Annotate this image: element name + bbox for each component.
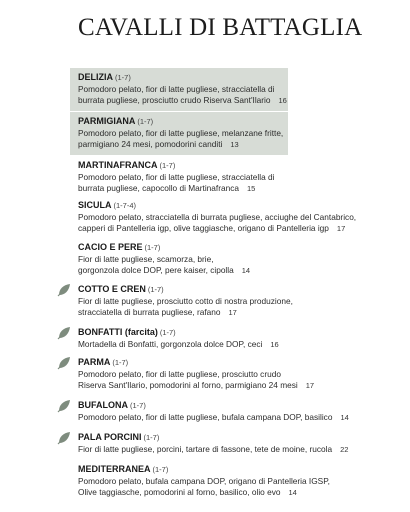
item-price: 14 (340, 413, 349, 422)
item-description: capperi di Pantelleria igp, olive taggiasche, origano di Pantelleria igp (78, 223, 329, 234)
menu-item-sicula (70, 196, 357, 239)
item-allergens: (1-7) (159, 161, 176, 170)
item-name: CACIO E PERE (78, 242, 143, 252)
item-description: Pomodoro pelato, stracciatella di burrata pugliese, acciughe del Cantabrico, (78, 212, 357, 222)
leaf-icon (56, 325, 72, 341)
menu-item-delizia (70, 68, 288, 111)
item-description: burrata pugliese, capocollo di Martinafranca (78, 183, 239, 194)
item-description: burrata pugliese, prosciutto crudo Riserva Sant'Ilario (78, 95, 271, 106)
item-name: PALA PORCINI (78, 432, 142, 442)
leaf-icon (56, 398, 72, 414)
menu-title: CAVALLI DI BATTAGLIA (78, 14, 363, 41)
item-allergens: (1-7) (159, 328, 176, 337)
menu-item-mediterranea (70, 460, 330, 503)
item-description: parmigiano 24 mesi, pomodorini canditi (78, 139, 223, 150)
item-allergens: (1-7) (130, 401, 146, 410)
item-name: MEDITERRANEA (78, 464, 151, 474)
item-description: stracciatella di burrata pugliese, rafano (78, 307, 221, 318)
item-name: SICULA (78, 200, 112, 210)
item-description: Pomodoro pelato, fior di latte pugliese, stracciatella di (78, 84, 275, 94)
item-description: Pomodoro pelato, fior di latte pugliese, prosciutto crudo (78, 369, 281, 379)
item-description: Pomodoro pelato, fior di latte pugliese, bufala campana DOP, basilico (78, 412, 333, 422)
menu-item-bufalona (70, 396, 349, 427)
leaf-icon (56, 282, 72, 298)
item-description: Pomodoro pelato, bufala campana DOP, origano di Pantelleria IGSP, (78, 476, 330, 486)
item-name: BUFALONA (78, 400, 128, 410)
item-description: Fior di latte pugliese, scamorza, brie, (78, 254, 214, 264)
item-name: PARMIGIANA (78, 116, 136, 126)
item-price: 22 (340, 445, 349, 454)
item-description: Pomodoro pelato, fior di latte pugliese, stracciatella di (78, 172, 275, 182)
menu-item-cacio-e-pere (70, 238, 288, 281)
item-price: 17 (228, 308, 237, 318)
item-allergens: (1-7) (112, 358, 129, 367)
item-allergens: (1-7) (143, 433, 160, 442)
item-price: 17 (305, 381, 315, 391)
item-price: 16 (270, 340, 279, 349)
item-description: Fior di latte pugliese, porcini, tartare di fassone, tete de moine, rucola (78, 444, 333, 454)
item-description: gorgonzola dolce DOP, pere kaiser, cipolla (78, 265, 234, 276)
item-description: Mortadella di Bonfatti, gorgonzola dolce DOP, ceci (78, 339, 263, 349)
item-price: 14 (241, 266, 251, 276)
item-name: COTTO E CREN (78, 284, 146, 294)
menu-item-pala-porcini (70, 428, 349, 459)
item-price: 14 (288, 488, 297, 498)
item-price: 16 (278, 96, 287, 106)
item-allergens: (1-7) (147, 285, 164, 294)
menu-item-cotto-e-cren (70, 280, 293, 323)
menu-item-parma (70, 353, 315, 396)
menu-item-parmigiana (70, 112, 288, 155)
item-allergens: (1-7-4) (113, 201, 137, 210)
item-description: Fior di latte pugliese, prosciutto cotto di nostra produzione, (78, 296, 293, 306)
menu-item-martinafranca (70, 156, 288, 199)
item-description: Olive taggiasche, pomodorini al forno, basilico, olio evo (78, 487, 281, 498)
item-name: DELIZIA (78, 72, 113, 82)
item-description: Pomodoro pelato, fior di latte pugliese, melanzane fritte, (78, 128, 284, 138)
item-name: PARMA (78, 357, 111, 367)
item-price: 15 (246, 184, 256, 194)
item-price: 13 (230, 140, 239, 150)
item-allergens: (1-7) (144, 243, 161, 252)
item-allergens: (1-7) (137, 117, 154, 126)
leaf-icon (56, 355, 72, 371)
item-allergens: (1-7) (115, 73, 131, 82)
menu-item-bonfatti (70, 323, 288, 354)
item-allergens: (1-7) (152, 465, 169, 474)
item-name: BONFATTI (farcita) (78, 327, 158, 337)
item-name: MARTINAFRANCA (78, 160, 158, 170)
leaf-icon (56, 430, 72, 446)
item-description: Riserva Sant'Ilario, pomodorini al forno, parmigiano 24 mesi (78, 380, 298, 391)
item-price: 17 (336, 224, 346, 234)
